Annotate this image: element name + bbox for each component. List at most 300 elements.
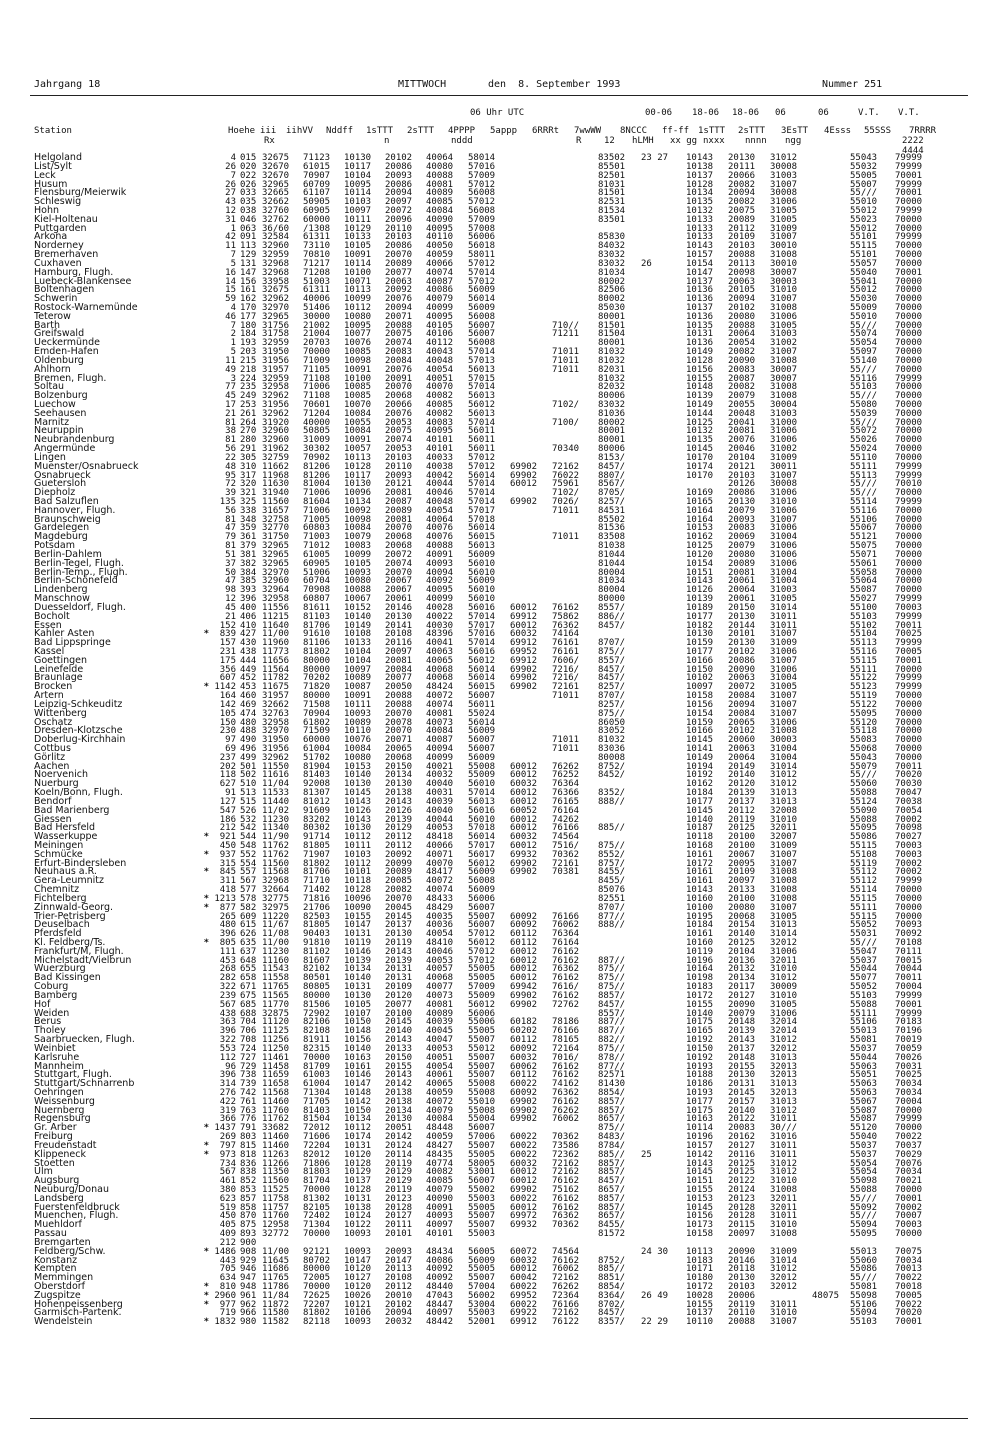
table-cell: 623 bbox=[219, 1193, 236, 1204]
table-cell: 10153 bbox=[344, 761, 372, 772]
table-cell: 56012 bbox=[468, 400, 496, 410]
table-cell: 70202 bbox=[303, 673, 331, 684]
table-cell: 76162 bbox=[552, 602, 580, 613]
table-cell: 31007 bbox=[770, 858, 798, 869]
table-cell: 10173 bbox=[686, 1220, 714, 1231]
table-cell: 31920 bbox=[262, 417, 290, 428]
station-name: Kempten bbox=[34, 1263, 77, 1275]
table-cell: 20065 bbox=[728, 717, 756, 728]
column-header: Nddff bbox=[326, 126, 354, 136]
table-cell: 55067 bbox=[850, 1096, 878, 1107]
table-cell: 40095 bbox=[426, 223, 454, 234]
table-cell: 81 bbox=[225, 541, 236, 552]
table-cell: 11662 bbox=[262, 461, 290, 472]
table-cell: 11786 bbox=[262, 1282, 290, 1292]
table-cell: 727 bbox=[240, 1052, 257, 1063]
table-cell: 20075 bbox=[385, 329, 413, 340]
table-cell: 40092 bbox=[426, 1273, 454, 1284]
table-cell: 70000 bbox=[895, 549, 923, 560]
table-cell: 10091 bbox=[344, 250, 372, 260]
table-cell: 71907 bbox=[303, 849, 331, 860]
table-cell: 10142 bbox=[686, 1149, 714, 1160]
table-cell: 81307 bbox=[303, 788, 331, 798]
table-cell: 20079 bbox=[728, 1008, 756, 1019]
table-cell: 11266 bbox=[262, 1158, 290, 1169]
table-cell: 40086 bbox=[426, 285, 454, 296]
table-cell: 32960 bbox=[262, 576, 290, 587]
table-cell: 82503 bbox=[303, 911, 331, 922]
table-cell: 60012 bbox=[510, 1167, 538, 1178]
table-cell: 70022 bbox=[895, 1299, 923, 1310]
table-cell: 20086 bbox=[385, 179, 413, 190]
table-cell: 70000 bbox=[895, 505, 923, 516]
table-cell: 56016 bbox=[468, 646, 496, 657]
table-cell: 554 bbox=[240, 858, 257, 869]
table-cell: 20140 bbox=[728, 1105, 756, 1116]
table-cell: 8457/ bbox=[598, 1176, 626, 1187]
table-cell: 71011 bbox=[552, 743, 580, 754]
mountain-marker: * bbox=[204, 1246, 209, 1257]
table-cell: 43 bbox=[225, 197, 236, 208]
table-cell: 7 bbox=[230, 320, 236, 331]
table-cell: 878// bbox=[598, 1052, 626, 1063]
table-cell: 502 bbox=[240, 770, 257, 781]
table-cell: 7216/ bbox=[552, 664, 580, 675]
table-cell: 20111 bbox=[728, 161, 756, 172]
table-cell: 40090 bbox=[426, 214, 454, 225]
table-cell: 70027 bbox=[895, 832, 923, 843]
table-cell: 7102/ bbox=[552, 400, 580, 410]
table-cell: 11 bbox=[225, 241, 236, 252]
table-cell: 61004 bbox=[303, 743, 331, 754]
table-cell: 567 bbox=[219, 1167, 236, 1178]
table-cell: 55040 bbox=[850, 267, 878, 278]
table-cell: 55086 bbox=[850, 1264, 878, 1275]
station-name: Berlin-Temp., Flugh. bbox=[34, 566, 128, 578]
table-cell: 32959 bbox=[262, 338, 290, 349]
table-cell: 875// bbox=[598, 1043, 626, 1054]
table-cell: 10133 bbox=[686, 232, 714, 243]
station-name: Pferdsfeld bbox=[34, 928, 82, 940]
table-cell: 10131 bbox=[344, 929, 372, 940]
table-cell: 32772 bbox=[262, 1229, 290, 1239]
table-cell: 40059 bbox=[426, 1087, 454, 1098]
table-cell: 20140 bbox=[728, 770, 756, 781]
table-cell: 59 bbox=[225, 294, 236, 305]
table-cell: 40066 bbox=[426, 258, 454, 269]
table-cell: 658 bbox=[240, 973, 257, 984]
table-cell: 20137 bbox=[728, 1043, 756, 1054]
table-cell: 55063 bbox=[850, 1079, 878, 1090]
station-name: Teterow bbox=[34, 310, 71, 322]
table-cell: 70026 bbox=[895, 1052, 923, 1063]
table-cell: 60905 bbox=[303, 205, 331, 216]
table-cell: 20096 bbox=[385, 214, 413, 225]
table-cell: 55009 bbox=[468, 770, 496, 781]
table-cell: 10108 bbox=[344, 629, 372, 640]
table-cell: 10139 bbox=[686, 594, 714, 604]
table-cell: 32968 bbox=[262, 876, 290, 887]
table-cell: 76362 bbox=[552, 1211, 580, 1222]
station-name: Michelstadt/Vielbrun bbox=[34, 954, 132, 966]
table-cell: 544 bbox=[240, 832, 257, 843]
table-cell: 875// bbox=[598, 1123, 626, 1134]
table-cell: 131 bbox=[240, 258, 257, 269]
table-cell: 10155 bbox=[686, 373, 714, 384]
table-cell: 10150 bbox=[344, 1017, 372, 1028]
table-cell: 8657/ bbox=[598, 1114, 626, 1125]
table-cell: 11762 bbox=[262, 1114, 290, 1125]
table-cell: 980 bbox=[240, 1317, 257, 1328]
table-cell: 32970 bbox=[262, 567, 290, 578]
table-cell: 70000 bbox=[895, 223, 923, 234]
table-cell: 20084 bbox=[728, 708, 756, 719]
table-cell: 797 bbox=[219, 1140, 236, 1151]
table-cell: 31012 bbox=[770, 973, 798, 984]
table-cell: 738 bbox=[240, 1070, 257, 1081]
table-cell: 10122 bbox=[344, 1220, 372, 1231]
table-cell: 20143 bbox=[385, 1035, 413, 1045]
table-cell: 55119 bbox=[850, 858, 878, 869]
table-cell: 40066 bbox=[426, 841, 454, 851]
station-name: List/Sylt bbox=[34, 160, 72, 172]
table-cell: 56014 bbox=[468, 470, 496, 481]
table-cell: 80000 bbox=[303, 990, 331, 1001]
table-cell: 76262 bbox=[552, 761, 580, 772]
table-cell: 72162 bbox=[552, 1167, 580, 1178]
table-cell: 430 bbox=[240, 638, 257, 649]
table-cell: 11160 bbox=[262, 955, 290, 966]
table-cell: 40081 bbox=[426, 179, 454, 190]
column-subheader: R bbox=[576, 136, 582, 146]
table-cell: 10104 bbox=[344, 655, 372, 666]
table-cell: 72364 bbox=[552, 1290, 580, 1301]
table-cell: 40094 bbox=[426, 567, 454, 578]
table-cell: 10131 bbox=[344, 982, 372, 993]
table-cell: 32762 bbox=[262, 214, 290, 225]
table-cell: 72204 bbox=[303, 1140, 331, 1151]
table-cell: 20129 bbox=[385, 823, 413, 834]
table-cell: 55023 bbox=[850, 214, 878, 225]
table-cell: 20109 bbox=[385, 982, 413, 993]
table-cell: 31011 bbox=[770, 620, 798, 631]
table-cell: 57012 bbox=[468, 276, 496, 287]
table-cell: 046 bbox=[240, 214, 257, 225]
table-cell: 58014 bbox=[468, 153, 496, 163]
station-name: Saarbruecken, Flugh. bbox=[34, 1034, 135, 1045]
table-cell: 648 bbox=[240, 955, 257, 966]
table-cell: 20091 bbox=[385, 373, 413, 384]
table-cell: 22 29 bbox=[641, 1317, 669, 1328]
mountain-marker: * bbox=[204, 1317, 209, 1328]
table-cell: 47 bbox=[225, 576, 236, 587]
table-cell: 31956 bbox=[262, 400, 290, 410]
column-subheader: nnnn bbox=[745, 136, 767, 146]
station-name: Bad Lippspringe bbox=[34, 637, 111, 649]
table-cell: 10128 bbox=[344, 461, 372, 472]
table-cell: 1 bbox=[230, 223, 236, 234]
table-cell: 501 bbox=[240, 761, 257, 772]
table-cell: 70000 bbox=[895, 1184, 923, 1195]
table-cell: 7616/ bbox=[552, 982, 580, 993]
table-cell: 55115 bbox=[850, 841, 878, 851]
table-cell: 40072 bbox=[426, 1096, 454, 1107]
table-cell: 875// bbox=[598, 646, 626, 657]
table-cell: 31005 bbox=[770, 320, 798, 331]
table-cell: 79999 bbox=[895, 205, 923, 216]
table-cell: 363 bbox=[219, 1017, 236, 1028]
table-cell: 32960 bbox=[262, 435, 290, 446]
station-name: Potsdam bbox=[34, 540, 75, 552]
table-cell: 31007 bbox=[770, 902, 798, 913]
station-name: Wittenberg bbox=[34, 707, 87, 719]
station-name: Bad Marienberg bbox=[34, 804, 110, 816]
table-cell: 60112 bbox=[510, 1035, 538, 1045]
table-cell: 76162 bbox=[552, 946, 580, 957]
table-cell: 38 bbox=[225, 426, 236, 437]
table-cell: 31011 bbox=[770, 1299, 798, 1310]
table-cell: 31008 bbox=[770, 302, 798, 313]
table-cell: 70011 bbox=[895, 620, 923, 631]
table-cell: 55005 bbox=[468, 1202, 496, 1213]
table-cell: 57004 bbox=[468, 1282, 496, 1292]
table-cell: 655 bbox=[240, 964, 257, 975]
table-cell: 70000 bbox=[895, 488, 923, 499]
table-cell: 10142 bbox=[344, 1096, 372, 1107]
table-cell: 8457/ bbox=[598, 673, 626, 684]
table-cell: 20143 bbox=[385, 796, 413, 807]
table-cell: 40064 bbox=[426, 514, 454, 525]
table-cell: 55043 bbox=[850, 752, 878, 763]
table-cell: 55122 bbox=[850, 673, 878, 684]
table-cell: 858 bbox=[240, 1202, 257, 1213]
table-cell: 384 bbox=[240, 567, 257, 578]
table-cell: 193 bbox=[240, 338, 257, 349]
table-cell: 57014 bbox=[468, 497, 496, 507]
table-cell: 61802 bbox=[303, 717, 331, 728]
table-cell: 55118 bbox=[850, 726, 878, 737]
table-cell: 20128 bbox=[728, 1202, 756, 1213]
table-cell: 80702 bbox=[303, 1255, 331, 1266]
table-cell: 69902 bbox=[510, 867, 538, 878]
table-cell: 56007 bbox=[468, 691, 496, 701]
table-cell: 10091 bbox=[344, 364, 372, 375]
table-cell: 11616 bbox=[262, 770, 290, 781]
table-cell: 30008 bbox=[770, 188, 798, 199]
table-cell: 40088 bbox=[426, 541, 454, 552]
table-cell: 706 bbox=[240, 1026, 257, 1037]
table-cell: 40000 bbox=[303, 417, 331, 428]
table-cell: 69952 bbox=[510, 646, 538, 657]
table-cell: 20110 bbox=[728, 1308, 756, 1319]
station-name: Erfurt-Bindersleben bbox=[34, 857, 127, 869]
table-cell: 55071 bbox=[850, 549, 878, 560]
table-cell: 20112 bbox=[728, 223, 756, 234]
table-cell: 40043 bbox=[426, 347, 454, 357]
table-cell: 235 bbox=[240, 382, 257, 393]
table-cell: 688 bbox=[240, 1008, 257, 1019]
table-cell: 10107 bbox=[344, 1008, 372, 1019]
table-cell: 20097 bbox=[385, 646, 413, 657]
table-cell: 20142 bbox=[385, 1079, 413, 1090]
table-cell: 10120 bbox=[344, 1282, 372, 1292]
table-cell: 11460 bbox=[262, 1132, 290, 1142]
table-cell: 20098 bbox=[728, 267, 756, 278]
table-cell: 150 bbox=[219, 717, 236, 728]
table-cell: 30007 bbox=[770, 364, 798, 375]
table-cell: 79999 bbox=[895, 161, 923, 172]
table-cell: 10079 bbox=[344, 532, 372, 543]
table-cell: 20081 bbox=[385, 514, 413, 525]
table-cell: 31007 bbox=[770, 655, 798, 666]
table-cell: 8857/ bbox=[598, 1202, 626, 1213]
table-cell: 40083 bbox=[426, 417, 454, 428]
table-cell: 791 bbox=[240, 1123, 257, 1134]
table-cell: 10110 bbox=[686, 1317, 714, 1328]
table-cell: 946 bbox=[240, 1264, 257, 1275]
table-cell: 70047 bbox=[895, 788, 923, 798]
table-cell: 72162 bbox=[552, 1158, 580, 1169]
table-cell: 180 bbox=[240, 320, 257, 331]
table-cell: 40057 bbox=[426, 964, 454, 975]
table-cell: 356 bbox=[219, 664, 236, 675]
table-cell: 20074 bbox=[385, 435, 413, 446]
table-cell: 31005 bbox=[770, 205, 798, 216]
table-cell: 55030 bbox=[850, 294, 878, 305]
table-cell: 10110 bbox=[344, 726, 372, 737]
table-cell: 79999 bbox=[895, 990, 923, 1001]
table-cell: 55112 bbox=[850, 876, 878, 887]
table-cell: 20154 bbox=[728, 920, 756, 931]
table-cell: 276 bbox=[219, 1087, 236, 1098]
table-cell: 60022 bbox=[510, 1299, 538, 1310]
table-cell: 80501 bbox=[303, 973, 331, 984]
table-cell: 55047 bbox=[850, 946, 878, 957]
table-cell: 60042 bbox=[510, 1273, 538, 1284]
table-cell: 55103 bbox=[850, 1317, 878, 1328]
table-cell: 10194 bbox=[686, 761, 714, 772]
table-cell: 40081 bbox=[426, 708, 454, 719]
table-cell: 314 bbox=[219, 1079, 236, 1090]
table-cell: 57014 bbox=[468, 417, 496, 428]
table-cell: 10124 bbox=[344, 1211, 372, 1222]
table-cell: 60022 bbox=[510, 1149, 538, 1160]
table-cell: 10114 bbox=[686, 1123, 714, 1134]
table-cell: 55116 bbox=[850, 505, 878, 516]
table-cell: 40085 bbox=[426, 1176, 454, 1187]
station-name: Brocken bbox=[34, 681, 73, 693]
table-cell: 20137 bbox=[385, 920, 413, 931]
table-cell: 70004 bbox=[895, 1096, 923, 1107]
table-cell: 60012 bbox=[510, 479, 538, 490]
table-cell: 10161 bbox=[686, 867, 714, 878]
table-cell: 253 bbox=[240, 400, 257, 410]
table-cell: 20075 bbox=[385, 426, 413, 437]
table-cell: 10136 bbox=[686, 294, 714, 305]
table-cell: 70034 bbox=[895, 1087, 923, 1098]
table-cell: 60092 bbox=[510, 920, 538, 931]
table-cell: 56008 bbox=[468, 188, 496, 199]
table-cell: 10085 bbox=[344, 347, 372, 357]
table-cell: 20120 bbox=[728, 779, 756, 790]
table-cell: 10104 bbox=[344, 646, 372, 657]
table-cell: 20067 bbox=[728, 849, 756, 860]
table-cell: 55007 bbox=[468, 1035, 496, 1045]
table-cell: 70000 bbox=[895, 1229, 923, 1239]
table-cell: 10084 bbox=[344, 523, 372, 534]
table-cell: 70025 bbox=[895, 629, 923, 640]
table-cell: 79999 bbox=[895, 153, 923, 163]
table-cell: 31012 bbox=[770, 1105, 798, 1116]
table-cell: 70381 bbox=[552, 867, 580, 878]
table-cell: 875// bbox=[598, 841, 626, 851]
table-cell: 20112 bbox=[385, 832, 413, 843]
table-cell: 40082 bbox=[426, 1167, 454, 1178]
column-header: 4Esss bbox=[824, 126, 852, 136]
table-cell: 32959 bbox=[262, 373, 290, 384]
table-cell: 10080 bbox=[344, 752, 372, 763]
table-cell: 164 bbox=[219, 691, 236, 701]
table-cell: 31006 bbox=[770, 311, 798, 322]
table-cell: 10129 bbox=[344, 1167, 372, 1178]
table-cell: 32013 bbox=[770, 1061, 798, 1072]
table-cell: 32670 bbox=[262, 170, 290, 181]
table-cell: 40071 bbox=[426, 849, 454, 860]
table-cell: 48075 bbox=[812, 1290, 840, 1301]
table-cell: 31012 bbox=[770, 153, 798, 163]
table-cell: 40065 bbox=[426, 655, 454, 666]
table-cell: 444 bbox=[240, 655, 257, 666]
table-cell: 20063 bbox=[728, 743, 756, 754]
table-cell: 60012 bbox=[510, 770, 538, 781]
table-cell: 11762 bbox=[262, 841, 290, 851]
table-cell: 55012 bbox=[850, 223, 878, 234]
table-cell: 31007 bbox=[770, 179, 798, 190]
table-cell: 438 bbox=[240, 646, 257, 657]
table-cell: 10180 bbox=[686, 1273, 714, 1284]
table-cell: 710// bbox=[552, 320, 580, 331]
table-cell: 10089 bbox=[344, 717, 372, 728]
table-cell: 55007 bbox=[468, 1273, 496, 1284]
table-cell: 31008 bbox=[770, 355, 798, 366]
column-subheader: xx gg bbox=[670, 136, 698, 146]
table-cell: 162 bbox=[240, 294, 257, 305]
table-cell: 20082 bbox=[728, 197, 756, 208]
table-cell: 31008 bbox=[770, 391, 798, 402]
table-cell: 55031 bbox=[850, 929, 878, 940]
station-name: Berus bbox=[34, 1016, 62, 1028]
table-cell: 8457/ bbox=[598, 999, 626, 1010]
table-cell: 56014 bbox=[468, 294, 496, 305]
table-cell: 81911 bbox=[303, 1035, 331, 1045]
table-cell: 48434 bbox=[426, 1246, 454, 1257]
table-cell: 55103 bbox=[850, 611, 878, 622]
table-cell: 70001 bbox=[895, 188, 923, 199]
table-cell: 60012 bbox=[510, 788, 538, 798]
station-name: Essen bbox=[34, 619, 62, 631]
table-cell: 70005 bbox=[895, 1290, 923, 1301]
table-cell: 70013 bbox=[895, 1264, 923, 1275]
table-cell: 69902 bbox=[510, 1114, 538, 1125]
table-cell: 20068 bbox=[728, 911, 756, 922]
table-cell: 022 bbox=[240, 170, 257, 181]
table-cell: 10161 bbox=[686, 876, 714, 887]
table-cell: 10103 bbox=[344, 197, 372, 208]
station-name: Norderney bbox=[34, 240, 84, 252]
table-cell: 20146 bbox=[385, 602, 413, 613]
table-cell: 60062 bbox=[510, 1061, 538, 1072]
table-cell: 31013 bbox=[770, 1079, 798, 1090]
